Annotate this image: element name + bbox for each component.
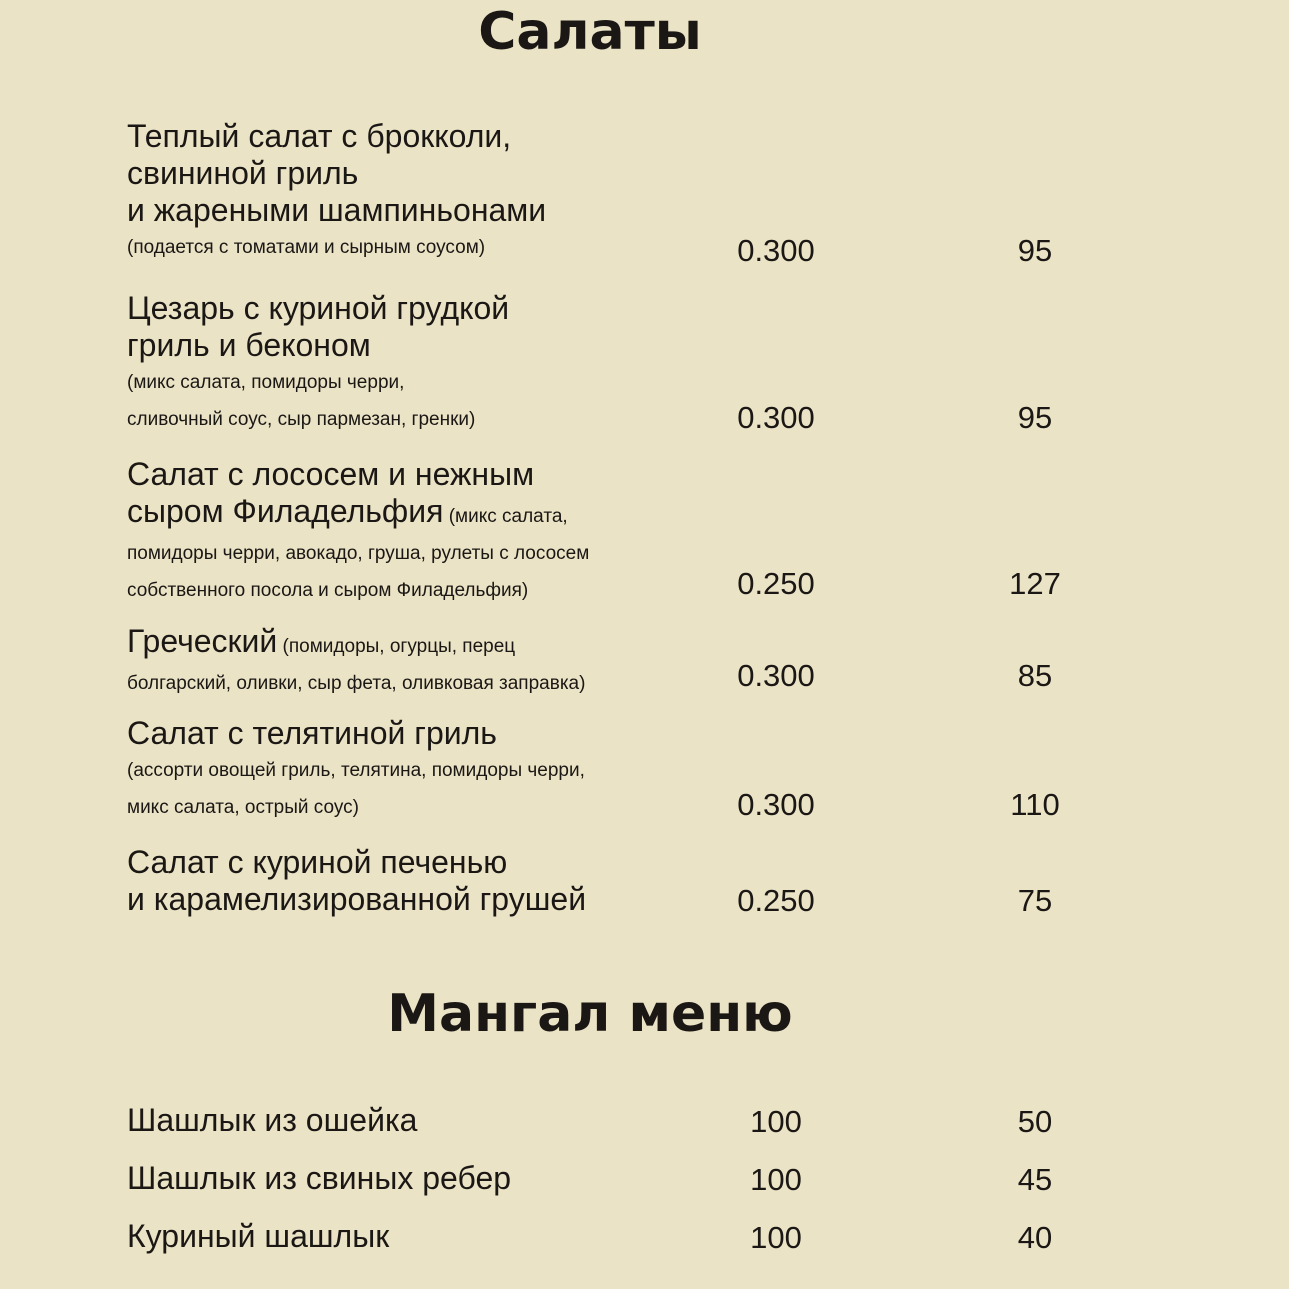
item-price: 95 (1017, 233, 1053, 268)
item-price: 75 (1017, 883, 1053, 918)
item-name: Греческий (помидоры, огурцы, перец (127, 623, 516, 659)
item-name: Салат с куриной печенью и карамелизированной грушей (127, 844, 587, 917)
item-weight: 0.300 (737, 658, 815, 693)
item-price: 50 (1017, 1104, 1053, 1139)
item-weight: 0.300 (737, 233, 815, 268)
item-weight: 0.250 (737, 883, 815, 918)
item-name: Теплый салат с брокколи, свининой гриль и жареными шампиньонами (127, 118, 547, 228)
item-description: (микс салата, помидоры черри, сливочный соус, сыр пармезан, гренки) (127, 372, 476, 430)
item-inline-description: (помидоры, огурцы, перец (277, 636, 516, 657)
item-weight: 100 (750, 1220, 802, 1255)
salads-section-title: Салаты (478, 2, 702, 62)
item-description: (подается с томатами и сырным соусом) (127, 237, 486, 258)
item-weight: 0.250 (737, 566, 815, 601)
item-price: 45 (1017, 1162, 1053, 1197)
item-weight: 0.300 (737, 787, 815, 822)
item-description: болгарский, оливки, сыр фета, оливковая заправка) (127, 673, 586, 694)
item-description: помидоры черри, авокадо, груша, рулеты с лососем собственного посола и сыром Филадельфия) (127, 543, 590, 601)
item-name: Салат с лососем и нежным сыром Филадельфия (микс салата, (127, 456, 568, 529)
item-name: Куриный шашлык (127, 1218, 390, 1254)
item-name: Салат с телятиной гриль (127, 715, 497, 751)
item-price: 95 (1017, 400, 1053, 435)
item-price: 127 (1009, 566, 1061, 601)
item-price: 85 (1017, 658, 1053, 693)
grill-section-title: Мангал меню (387, 984, 793, 1044)
item-description: (ассорти овощей гриль, телятина, помидоры черри, микс салата, острый соус) (127, 760, 585, 818)
item-name: Шашлык из свиных ребер (127, 1160, 512, 1196)
item-name: Шашлык из ошейка (127, 1102, 418, 1138)
item-price: 110 (1010, 787, 1060, 822)
item-price: 40 (1017, 1220, 1053, 1255)
item-weight: 100 (750, 1162, 802, 1197)
item-weight: 0.300 (737, 400, 815, 435)
item-name: Цезарь с куриной грудкой гриль и беконом (127, 290, 510, 363)
item-inline-description: (микс салата, (443, 506, 568, 527)
item-weight: 100 (750, 1104, 802, 1139)
